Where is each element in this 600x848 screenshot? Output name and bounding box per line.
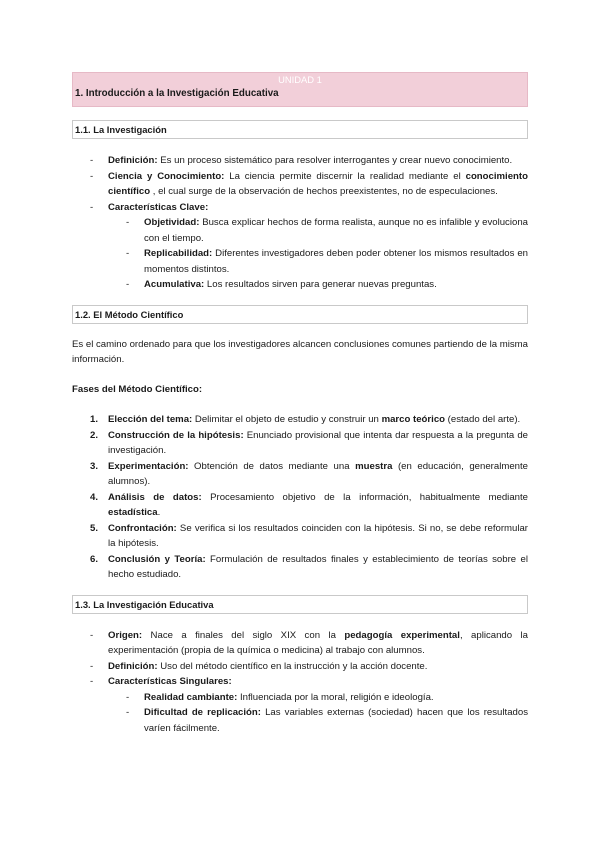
dash-marker: - xyxy=(126,707,130,718)
item-text: , el cual surge de la observación de hechos preexistentes, no de especulaciones. xyxy=(150,186,498,197)
item-label: Replicabilidad: xyxy=(144,248,213,259)
phase-text: Enunciado provisional que intenta dar respuesta a la pregunta de investigación. xyxy=(108,429,528,456)
metodo-intro-paragraph: Es el camino ordenado para que los investigadores alcancen conclusiones comunes partiendo de la misma información. xyxy=(72,338,528,365)
dash-marker: - xyxy=(90,170,94,182)
item-label: Ciencia y Conocimiento: xyxy=(108,170,225,182)
dash-marker: - xyxy=(90,155,94,166)
unit-title: UNIDAD 1 xyxy=(278,74,322,85)
phase-text: . xyxy=(157,507,161,518)
phase-label: Análisis de datos: xyxy=(108,491,202,503)
phase-item xyxy=(72,428,528,459)
phase-number: 1. xyxy=(90,414,99,425)
item-label: Definición: xyxy=(108,660,158,672)
phase-bold-term: estadística xyxy=(108,507,158,518)
phase-number: 5. xyxy=(90,522,99,534)
chapter-heading: 1. Introducción a la Investigación Educativa xyxy=(75,88,279,99)
item-bold-term: pedagogía experimental xyxy=(344,629,460,641)
phase-bold-term: marco teórico xyxy=(381,414,446,425)
investigacion-list xyxy=(72,153,528,293)
dash-marker: - xyxy=(126,691,130,703)
phase-number: 3. xyxy=(90,460,99,472)
unit-header xyxy=(72,72,528,107)
dash-marker: - xyxy=(126,248,130,259)
phase-label: Elección del tema: xyxy=(108,414,193,425)
phase-item xyxy=(72,412,528,428)
sub-list-item xyxy=(108,690,528,706)
item-text: Uso del método científico en la instrucción y la acción docente. xyxy=(157,660,428,672)
phase-text: Obtención de datos mediante una xyxy=(188,460,356,472)
dash-marker: - xyxy=(90,676,94,687)
section-heading-1-1: 1.1. La Investigación xyxy=(72,120,528,139)
phase-item xyxy=(72,521,528,552)
item-text: Busca explicar hechos de forma realista, aunque no es infalible y evoluciona con el tiempo. xyxy=(144,217,528,244)
sub-list-item xyxy=(108,277,528,293)
item-label: Realidad cambiante: xyxy=(144,691,238,703)
list-item xyxy=(72,200,528,293)
phase-label: Confrontación: xyxy=(108,522,177,534)
dash-marker: - xyxy=(90,629,94,641)
phase-text: (en educación, generalmente alumnos). xyxy=(108,460,528,487)
phase-label: Conclusión y Teoría: xyxy=(108,553,206,565)
item-text: Las variables externas (sociedad) hacen que los resultados varíen fácilmente. xyxy=(144,707,528,734)
document-page xyxy=(72,72,528,736)
investigacion-educativa-list xyxy=(72,628,528,737)
item-text: Nace a finales del siglo XIX con la xyxy=(142,629,345,641)
item-label: Origen: xyxy=(108,629,143,641)
phases-title: Fases del Método Científico: xyxy=(72,383,203,395)
singulares-sublist xyxy=(72,690,528,737)
phase-text: Delimitar el objeto de estudio y construir un xyxy=(192,414,382,425)
list-item xyxy=(72,659,528,675)
item-label: Acumulativa: xyxy=(144,279,205,290)
phase-label: Construcción de la hipótesis: xyxy=(108,429,244,441)
list-item xyxy=(72,153,528,169)
phase-number: 4. xyxy=(90,491,99,503)
phase-label: Experimentación: xyxy=(108,460,189,472)
dash-marker: - xyxy=(90,201,94,213)
dash-marker: - xyxy=(126,217,130,228)
item-text: , aplicando la experimentación (propia de la química o medicina) al trabajo con alumnos. xyxy=(108,629,528,656)
item-text: Es un proceso sistemático para resolver interrogantes y crear nuevo conocimiento. xyxy=(157,155,513,166)
phase-item xyxy=(72,459,528,490)
list-item xyxy=(72,169,528,200)
dash-marker: - xyxy=(126,279,130,290)
sub-list-item xyxy=(108,215,528,246)
phase-text: (estado del arte). xyxy=(445,414,521,425)
item-label: Dificultad de replicación: xyxy=(144,707,261,718)
phase-item xyxy=(72,552,528,583)
item-text: Los resultados sirven para generar nuevas preguntas. xyxy=(204,279,437,290)
sub-list-item xyxy=(108,246,528,277)
caracteristicas-sublist xyxy=(72,215,528,293)
list-item xyxy=(72,674,528,736)
item-label: Características Clave: xyxy=(108,201,209,213)
phase-text: Formulación de resultados finales y establecimiento de teorías sobre el hecho estudiado. xyxy=(108,553,528,580)
phase-item xyxy=(72,490,528,521)
sub-list-item xyxy=(108,705,528,736)
phase-text: Procesamiento objetivo de la información, habitualmente mediante xyxy=(201,491,528,503)
item-text: Diferentes investigadores deben poder obtener los mismos resultados en momentos distintos. xyxy=(144,248,528,275)
section-heading-1-3: 1.3. La Investigación Educativa xyxy=(72,595,528,614)
section-heading-1-2: 1.2. El Método Científico xyxy=(72,305,528,324)
phase-text: Se verifica si los resultados coinciden con la hipótesis. Si no, se debe reformular la hipótesis. xyxy=(108,522,528,549)
item-label: Objetividad: xyxy=(144,217,200,228)
list-item xyxy=(72,628,528,659)
item-text: Influenciada por la moral, religión e ideología. xyxy=(237,691,434,703)
dash-marker: - xyxy=(90,660,94,672)
phase-bold-term: muestra xyxy=(355,460,393,472)
item-label: Características Singulares: xyxy=(108,676,232,687)
phase-number: 6. xyxy=(90,553,99,565)
item-label: Definición: xyxy=(108,155,158,166)
phases-list xyxy=(72,412,528,583)
phase-number: 2. xyxy=(90,429,99,441)
item-bold-term: conocimiento científico xyxy=(108,170,528,197)
item-text: La ciencia permite discernir la realidad mediante el xyxy=(224,170,466,182)
